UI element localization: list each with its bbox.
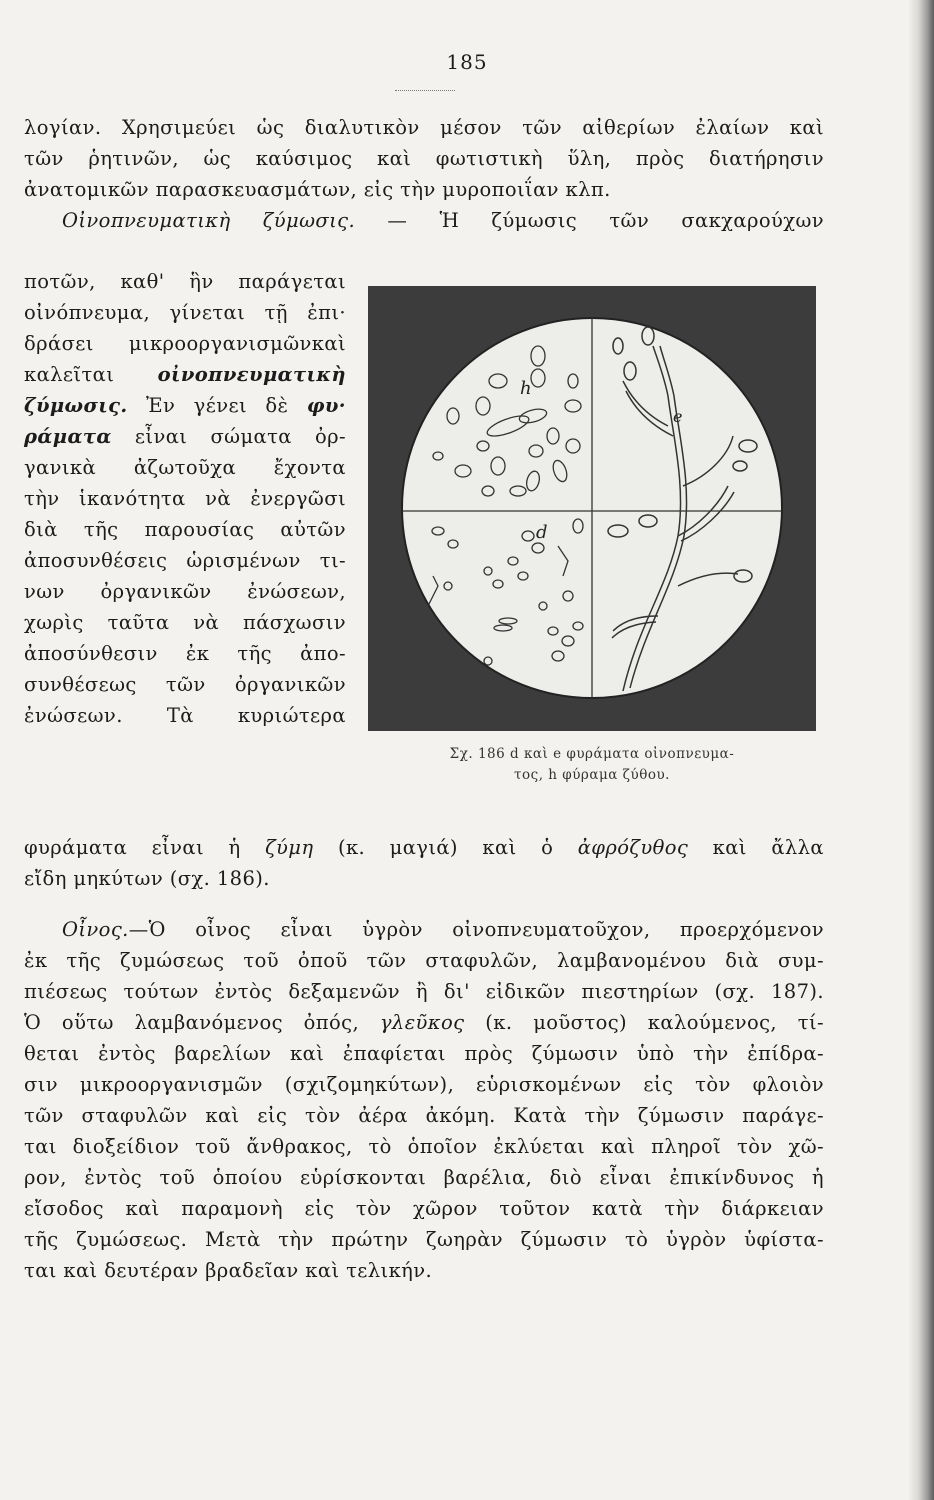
- section-heading-line: [24, 205, 824, 236]
- text-line: ἐκ τῆς ζυμώσεως τοῦ ὀποῦ τῶν σταφυλῶν, λαμβανομένου διὰ συμ-: [24, 949, 824, 972]
- figure-label-e: e: [673, 407, 683, 426]
- text-line: πιέσεως τούτων ἐντὸς δεξαμενῶν ἢ δι' εἰδικῶν πιεστηρίων (σχ. 187).: [24, 980, 824, 1003]
- text-line: γανικὰ ἀζωτοῦχα ἔχοντα: [24, 456, 346, 479]
- wrapped-paragraph: [24, 266, 346, 731]
- text-line: [24, 1007, 824, 1038]
- page-edge-shadow: [908, 0, 934, 1500]
- text-fragment: Ἐν γένει δὲ: [146, 394, 289, 417]
- paragraph-2-end: [24, 832, 824, 894]
- text-line: νων ὀργανικῶν ἐνώσεων,: [24, 580, 346, 603]
- text-line: συνθέσεως τῶν ὀργανικῶν: [24, 673, 346, 696]
- text-line: [24, 390, 346, 421]
- text-line: [24, 832, 824, 863]
- text-line: [24, 914, 824, 945]
- term-yeast: ζύμη: [265, 836, 314, 859]
- text-line: εἴδη μηκύτων (σχ. 186).: [24, 867, 270, 890]
- text-fragment: (κ. μαγιά) καὶ ὁ: [337, 836, 554, 859]
- text-line: ἀποσυνθέσεις ὡρισμένων τι-: [24, 549, 346, 572]
- text-line: ρον, ἐντὸς τοῦ ὁποίου εὑρίσκονται βαρέλια, διὸ εἶναι ἐπικίνδυνος ἡ: [24, 1166, 824, 1189]
- text-line: ἀποσύνθεσιν ἐκ τῆς ἀπο-: [24, 642, 346, 665]
- page-number: 185: [446, 50, 488, 74]
- caption-line-2: τος, h φύραμα ζύθου.: [514, 767, 670, 783]
- text-line: οἰνόπνευμα, γίνεται τῇ ἐπι·: [24, 301, 346, 324]
- text-line: ται διοξείδιον τοῦ ἄνθρακος, τὸ ὁποῖον ἐκλύεται καὶ πληροῖ τὸν χῶ-: [24, 1135, 824, 1158]
- section-title-wine: Οἶνος.: [62, 918, 129, 941]
- term-alcoholic-fermentation: οἰνοπνευματικὴ: [157, 363, 346, 386]
- text-line: τῶν ῥητινῶν, ὡς καύσιμος καὶ φωτιστικὴ ὕλη, πρὸς διατήρησιν: [24, 147, 824, 170]
- microscope-figure: [368, 286, 816, 731]
- text-line: [24, 359, 346, 390]
- paragraph-wine: [24, 914, 824, 1286]
- text-fragment: φυράματα εἶναι ἡ: [24, 836, 241, 859]
- text-line: εἴσοδος καὶ παραμονὴ εἰς τὸν χῶρον τοῦτον κατὰ τὴν διάρκειαν: [24, 1197, 824, 1220]
- text-fragment: εἶναι σώματα ὀρ-: [134, 425, 346, 448]
- page-number-rule: [395, 90, 455, 91]
- text-line: λογίαν. Χρησιμεύει ὡς διαλυτικὸν μέσον τῶν αἰθερίων ἐλαίων καὶ: [24, 116, 824, 139]
- figure-label-d: d: [536, 522, 548, 543]
- term-ferments-start: φυ·: [306, 394, 346, 417]
- paragraph-1: [24, 112, 824, 236]
- text-fragment: Ὁ οὕτω λαμβανόμενος ὀπός,: [24, 1011, 360, 1034]
- text-fragment: καλεῖται: [24, 363, 115, 386]
- text-line: [24, 421, 346, 452]
- text-line: διὰ τῆς παρουσίας αὐτῶν: [24, 518, 346, 541]
- text-line: ἀνατομικῶν παρασκευασμάτων, εἰς τὴν μυροποιΐαν κλπ.: [24, 178, 611, 201]
- microscope-illustration: [368, 286, 816, 731]
- text-fragment: (κ. μοῦστος) καλούμενος, τί-: [485, 1011, 824, 1034]
- caption-line-1: Σχ. 186 d καὶ e φυράματα οἰνοπνευμα-: [449, 746, 735, 762]
- term-beer-yeast: ἀφρόζυθος: [577, 836, 689, 859]
- term-fermentation: ζύμωσις.: [24, 394, 128, 417]
- figure-label-h: h: [520, 378, 532, 399]
- text-line: δράσει μικροοργανισμῶνκαὶ: [24, 332, 346, 355]
- text-line: τῶν σταφυλῶν καὶ εἰς τὸν ἀέρα ἀκόμη. Κατὰ τὴν ζύμωσιν παράγε-: [24, 1104, 824, 1127]
- text-line: ἐνώσεων. Τὰ κυριώτερα: [24, 704, 346, 727]
- text-line: χωρὶς ταῦτα νὰ πάσχωσιν: [24, 611, 346, 634]
- text-fragment: καὶ ἄλλα: [712, 836, 824, 859]
- text-line: θεται ἐντὸς βαρελίων καὶ ἐπαφίεται πρὸς ζύμωσιν ὑπὸ τὴν ἐπίδρα-: [24, 1042, 824, 1065]
- text-line: ται καὶ δευτέραν βραδεῖαν καὶ τελικήν.: [24, 1259, 433, 1282]
- text-fragment: —Ὁ οἶνος εἶναι ὑγρὸν οἰνοπνευματοῦχον, προερχόμενον: [128, 918, 824, 941]
- term-must: γλεῦκος: [379, 1011, 465, 1034]
- text-line: τῆς ζυμώσεως. Μετὰ τὴν πρώτην ζωηρὰν ζύμωσιν τὸ ὑγρὸν ὑφίστα-: [24, 1228, 824, 1251]
- text-line: ποτῶν, καθ' ἣν παράγεται: [24, 270, 346, 293]
- text-line: τὴν ἱκανότητα νὰ ἐνεργῶσι: [24, 487, 346, 510]
- section-heading-rest: — Ἡ ζύμωσις τῶν σακχαρούχων: [387, 209, 824, 232]
- figure-caption: [368, 744, 816, 786]
- section-heading-title: Οἰνοπνευματικὴ ζύμωσις.: [62, 209, 356, 232]
- text-line: σιν μικροοργανισμῶν (σχιζομηκύτων), εὑρισκομένων εἰς τὸν φλοιὸν: [24, 1073, 824, 1096]
- term-ferments-end: ράματα: [24, 425, 112, 448]
